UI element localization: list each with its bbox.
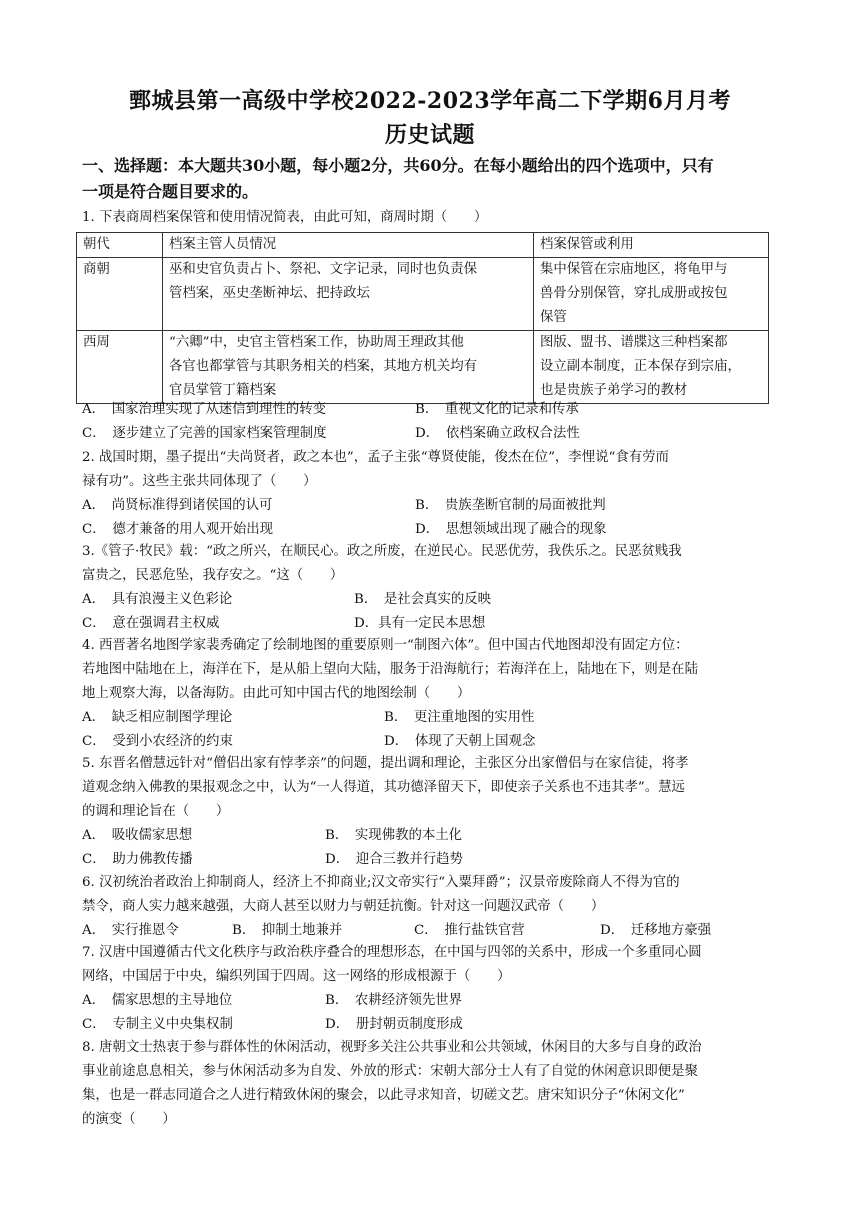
- cell-line: 保管: [540, 310, 567, 325]
- option-c[interactable]: C． 意在强调君主权威: [82, 616, 220, 631]
- option-a[interactable]: A． 实行推恩令: [82, 923, 179, 938]
- cell-line: 也是贵族子弟学习的教材: [540, 383, 688, 398]
- option-d[interactable]: D． 迁移地方豪强: [600, 923, 712, 938]
- option-b[interactable]: B． 抑制土地兼并: [232, 923, 343, 938]
- question-line: 的演变（ ）: [82, 1112, 176, 1127]
- question-1-stem: 1. 下表商周档案保管和使用情况简表，由此可知，商周时期（ ）: [82, 210, 488, 225]
- option-b[interactable]: B． 更注重地图的实用性: [384, 710, 535, 725]
- question-line: 富贵之，民恶危坠，我存安之。“这（ ）: [82, 568, 344, 583]
- question-line: 7. 汉唐中国遵循古代文化秩序与政治秩序叠合的理想形态，在中国与四邻的关系中，形成一个多重同心圆: [82, 945, 702, 960]
- question-4: [82, 634, 782, 754]
- table-cell-staff: [163, 331, 534, 404]
- option-c[interactable]: C． 受到小农经济的约束: [82, 734, 233, 749]
- option-d[interactable]: D． 册封朝贡制度形成: [325, 1017, 463, 1032]
- section-heading-line-1: 一、选择题：本大题共30小题，每小题2分，共60分。在每小题给出的四个选项中，只有: [82, 156, 714, 175]
- table-header-row: [77, 233, 769, 258]
- table-header-cell: 档案主管人员情况: [163, 233, 534, 258]
- question-line: 8. 唐朝文士热衷于参与群体性的休闲活动，视野多关注公共事业和公共领域，休闲目的大多与自身的政治: [82, 1040, 702, 1055]
- table-header-cell: 档案保管或利用: [534, 233, 769, 258]
- table-cell-storage: [534, 258, 769, 331]
- option-c[interactable]: C． 专制主义中央集权制: [82, 1017, 233, 1032]
- question-3: [82, 540, 782, 636]
- question-line: 禁令，商人实力越来越强，大商人甚至以财力与朝廷抗衡。针对这一问题汉武帝（ ）: [82, 899, 605, 914]
- cell-line: 设立副本制度，正本保存到宗庙，: [540, 359, 741, 374]
- cell-line: 巫和史官负责占卜、祭祀、文字记录，同时也负责保: [169, 262, 477, 277]
- option-b[interactable]: B． 重视文化的记录和传承: [415, 402, 579, 417]
- question-line: 6. 汉初统治者政治上抑制商人，经济上不抑商业;汉文帝实行“入粟拜爵”；汉景帝废除商人不得为官的: [82, 875, 680, 890]
- question-line: 3.《管子·牧民》载：“政之所兴，在顺民心。政之所废，在逆民心。民恶优劳，我佚乐之。民恶贫贱我: [82, 544, 682, 559]
- option-a[interactable]: A． 国家治理实现了从迷信到理性的转变: [82, 402, 327, 417]
- option-c[interactable]: C． 推行盐铁官营: [414, 923, 525, 938]
- question-line: 事业前途息息相关，参与休闲活动多为自发、外放的形式：宋朝大部分士人有了自觉的休闲意识即便是聚: [82, 1064, 698, 1079]
- question-line: 的调和理论旨在（ ）: [82, 804, 230, 819]
- option-c[interactable]: C． 助力佛教传播: [82, 852, 193, 867]
- option-a[interactable]: A． 缺乏相应制图学理论: [82, 710, 233, 725]
- question-line: 集，也是一群志同道合之人进行精致休闲的聚会，以此寻求知音，切磋文艺。唐宋知识分子“休闲文化”: [82, 1088, 685, 1103]
- option-c[interactable]: C． 逐步建立了完善的国家档案管理制度: [82, 426, 327, 441]
- question-7: [82, 941, 782, 1037]
- option-b[interactable]: B． 贵族垄断官制的局面被批判: [415, 498, 606, 513]
- cell-line: 管档案，巫史垄断神坛、把持政坛: [169, 286, 370, 301]
- option-c[interactable]: C． 德才兼备的用人观开始出现: [82, 522, 274, 537]
- cell-line: “六卿”中，史官主管档案工作，协助周王理政其他: [169, 335, 464, 350]
- option-a[interactable]: A． 儒家思想的主导地位: [82, 993, 233, 1008]
- option-d[interactable]: D．具有一定民本思想: [354, 616, 486, 631]
- table-cell-dynasty: 商朝: [77, 258, 163, 331]
- archive-table: [76, 232, 769, 404]
- cell-line: 各官也都掌管与其职务相关的档案，其地方机关均有: [169, 359, 477, 374]
- table-cell-dynasty: 西周: [77, 331, 163, 404]
- option-d[interactable]: D． 迎合三教并行趋势: [325, 852, 463, 867]
- question-8: [82, 1036, 782, 1132]
- cell-line: 集中保管在宗庙地区，将龟甲与: [540, 262, 728, 277]
- question-6: [82, 871, 782, 943]
- question-line: 4. 西晋著名地图学家裴秀确定了绘制地图的重要原则一“制图六体”。但中国古代地图却没有固定方位：: [82, 638, 689, 653]
- option-a[interactable]: A． 具有浪漫主义色彩论: [82, 592, 233, 607]
- question-line: 地上观察大海，以备海防。由此可知中国古代的地图绘制（ ）: [82, 686, 471, 701]
- cell-line: 官员掌管丁籍档案: [169, 383, 277, 398]
- question-2: [82, 446, 782, 542]
- table-cell-storage: [534, 331, 769, 404]
- table-header-cell: 朝代: [77, 233, 163, 258]
- option-b[interactable]: B． 实现佛教的本土化: [325, 828, 463, 843]
- question-1-options: [82, 398, 782, 446]
- question-line: 网络，中国居于中央，编织列国于四周。这一网络的形成根源于（ ）: [82, 969, 511, 984]
- option-b[interactable]: B． 农耕经济领先世界: [325, 993, 463, 1008]
- question-line: 禄有功”。这些主张共同体现了（ ）: [82, 474, 317, 489]
- option-a[interactable]: A． 吸收儒家思想: [82, 828, 193, 843]
- option-d[interactable]: D． 依档案确立政权合法性: [415, 426, 580, 441]
- option-d[interactable]: D． 思想领域出现了融合的现象: [415, 522, 607, 537]
- question-line: 若地图中陆地在上，海洋在下，是从船上望向大陆，服务于沿海航行；若海洋在上，陆地在下，则是在陆: [82, 662, 698, 677]
- exam-subject-title: 历史试题: [384, 122, 475, 148]
- exam-title: 鄄城县第一高级中学校2022-2023学年高二下学期6月月考: [129, 88, 731, 114]
- section-heading-line-2: 一项是符合题目要求的。: [82, 182, 259, 201]
- question-line: 5. 东晋名僧慧远针对“僧侣出家有悖孝亲”的问题，提出调和理论，主张区分出家僧侣与在家信徒，将孝: [82, 756, 689, 771]
- question-5: [82, 752, 782, 872]
- table-row: [77, 331, 769, 404]
- option-d[interactable]: D． 体现了天朝上国观念: [384, 734, 536, 749]
- cell-line: 兽骨分别保管，穿扎成册或按包: [540, 286, 728, 301]
- option-b[interactable]: B． 是社会真实的反映: [354, 592, 492, 607]
- table-cell-staff: [163, 258, 534, 331]
- cell-line: 图版、盟书、谱牒这三种档案都: [540, 335, 728, 350]
- question-line: 2. 战国时期，墨子提出“夫尚贤者，政之本也”，孟子主张“尊贤使能，俊杰在位”，李悝说“食有劳而: [82, 450, 669, 465]
- question-line: 道观念纳入佛教的果报观念之中，认为“一人得道，其功德泽留天下，即使亲子关系也不违其孝”。慧远: [82, 780, 685, 795]
- section-heading: [82, 153, 782, 205]
- option-a[interactable]: A． 尚贤标准得到诸侯国的认可: [82, 498, 273, 513]
- table-row: [77, 258, 769, 331]
